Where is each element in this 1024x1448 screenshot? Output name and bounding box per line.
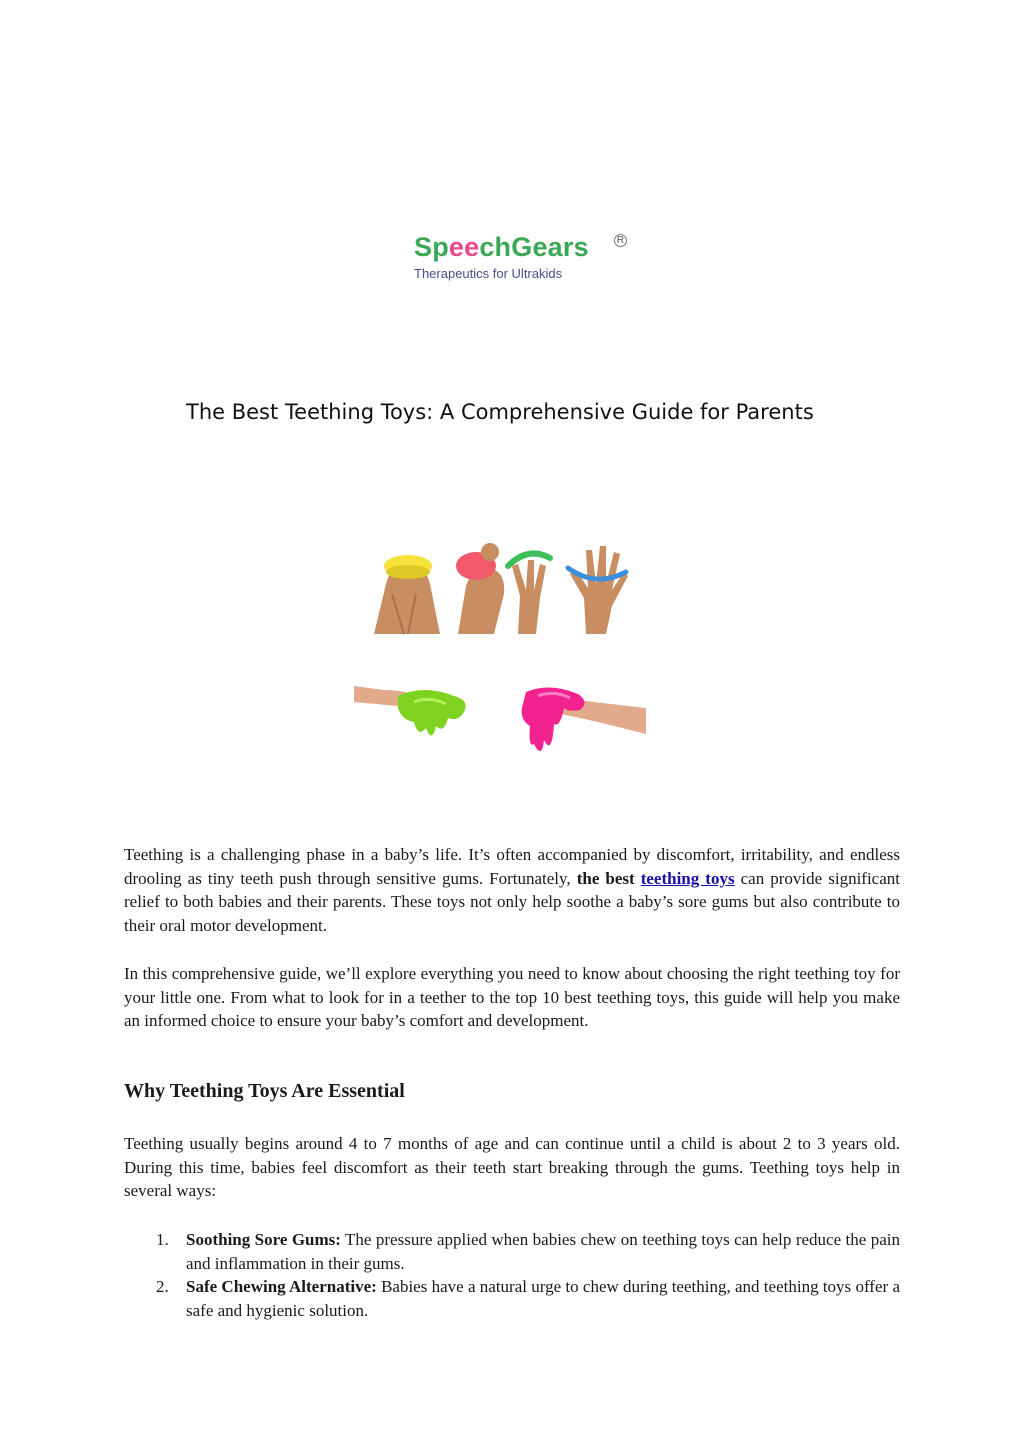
slime-image	[354, 678, 646, 760]
section-heading: Why Teething Toys Are Essential	[124, 1080, 405, 1102]
teething-toys-link[interactable]: teething toys	[640, 868, 735, 888]
list-item-title: Safe Chewing Alternative:	[186, 1277, 377, 1296]
list-item	[124, 1275, 900, 1322]
registered-mark: R	[614, 234, 627, 247]
hand-green-band	[508, 554, 550, 635]
list-item-title: Soothing Sore Gums:	[186, 1230, 341, 1249]
pink-slime-hand	[522, 687, 646, 751]
hands-image	[368, 536, 630, 634]
benefits-list	[124, 1228, 900, 1322]
hand-red-putty	[456, 543, 504, 634]
list-number: 1.	[156, 1230, 169, 1249]
logo-wordmark: SpeechGears	[414, 232, 589, 262]
intro-paragraph: Teething is a challenging phase in a baby’s life. It’s often accompanied by discomfort, irritability, and endless drooling as tiny teeth push through sensitive gums. Fortunately, the best teething toys can provide significant relief to both babies and their parents. These toys not only help soothe a baby’s sore gums but also contribute to their oral motor development.	[124, 845, 900, 935]
list-item	[124, 1228, 900, 1275]
document-title: The Best Teething Toys: A Comprehensive Guide for Parents	[186, 400, 814, 424]
teething-paragraph: Teething usually begins around 4 to 7 months of age and can continue until a child is about 2 to 3 years old. During this time, babies feel discomfort as their teeth start breaking through the gums. Teething toys help in several ways:	[124, 1134, 900, 1200]
hand-blue-band	[568, 546, 628, 634]
hand-yellow-putty	[374, 555, 440, 634]
list-item-text: The pressure applied when babies chew on teething toys can help reduce the pain and inflammation in their gums.	[186, 1230, 900, 1273]
brand-logo	[410, 232, 630, 288]
green-slime-hand	[354, 686, 466, 736]
list-item-text: Babies have a natural urge to chew during teething, and teething toys offer a safe and hygienic solution.	[186, 1277, 900, 1320]
list-number: 2.	[156, 1277, 169, 1296]
guide-paragraph: In this comprehensive guide, we’ll explore everything you need to know about choosing the right teething toy for your little one. From what to look for in a teether to the top 10 best teething toys, this guide will help you make an informed choice to ensure your baby’s comfort and development.	[124, 964, 900, 1030]
logo-tagline: Therapeutics for Ultrakids	[414, 266, 563, 281]
